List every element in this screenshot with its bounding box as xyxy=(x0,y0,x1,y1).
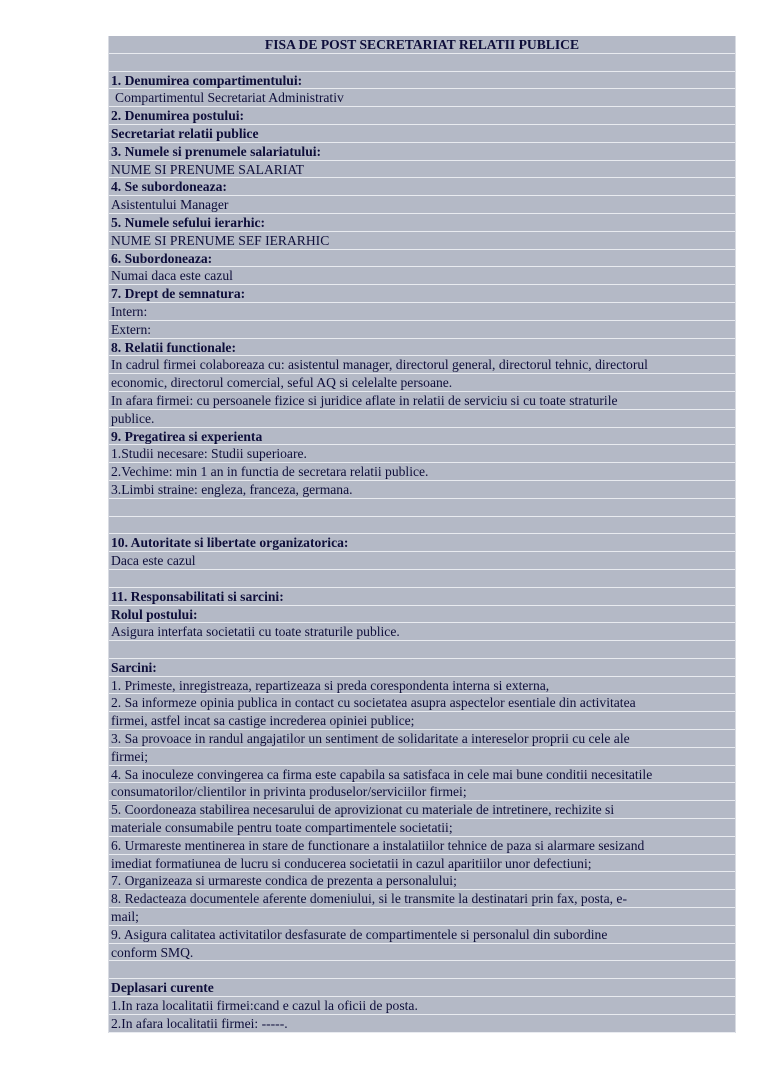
section-7-intern: Intern: xyxy=(109,303,735,321)
section-10-value: Daca este cazul xyxy=(109,552,735,570)
section-10-heading: 10. Autoritate si libertate organizatorica: xyxy=(109,534,735,552)
task-line: conform SMQ. xyxy=(109,944,735,962)
section-11-heading: 11. Responsabilitati si sarcini: xyxy=(109,588,735,606)
travel-item: 1.In raza localitatii firmei:cand e cazul la oficii de posta. xyxy=(109,997,735,1015)
section-8-line: economic, directorul comercial, seful AQ si celelalte persoane. xyxy=(109,374,735,392)
task-line: imediat formatiunea de lucru si conducerea societatii in cazul aparitiilor unor defectiuni; xyxy=(109,855,735,873)
task-line: firmei, astfel incat sa castige increderea opiniei publice; xyxy=(109,712,735,730)
task-line: 6. Urmareste mentinerea in stare de functionare a instalatiilor tehnice de paza si alarmare sesizand xyxy=(109,837,735,855)
travel-item: 2.In afara localitatii firmei: -----. xyxy=(109,1015,735,1033)
task-line: 5. Coordoneaza stabilirea necesarului de aprovizionat cu materiale de intretinere, rechizite si xyxy=(109,801,735,819)
section-9-item: 2.Vechime: min 1 an in functia de secretara relatii publice. xyxy=(109,463,735,481)
blank-row xyxy=(109,517,735,535)
section-7-heading: 7. Drept de semnatura: xyxy=(109,285,735,303)
blank-row xyxy=(109,570,735,588)
section-5-value: NUME SI PRENUME SEF IERARHIC xyxy=(109,232,735,250)
section-1-heading: 1. Denumirea compartimentului: xyxy=(109,72,735,90)
blank-row xyxy=(109,499,735,517)
section-5-heading: 5. Numele sefului ierarhic: xyxy=(109,214,735,232)
section-2-value: Secretariat relatii publice xyxy=(109,125,735,143)
blank-row xyxy=(109,54,735,72)
task-line: 8. Redacteaza documentele aferente domeniului, si le transmite la destinatari prin fax, posta, e- xyxy=(109,890,735,908)
task-line: mail; xyxy=(109,908,735,926)
section-6-heading: 6. Subordoneaza: xyxy=(109,250,735,268)
task-line: 9. Asigura calitatea activitatilor desfasurate de compartimentele si personalul din subordine xyxy=(109,926,735,944)
task-line: materiale consumabile pentru toate compartimentele societatii; xyxy=(109,819,735,837)
section-6-value: Numai daca este cazul xyxy=(109,267,735,285)
task-line: 4. Sa inoculeze convingerea ca firma este capabila sa satisfaca in cele mai bune conditii necesitatile xyxy=(109,766,735,784)
section-8-line: In afara firmei: cu persoanele fizice si juridice aflate in relatii de serviciu si cu toate straturile xyxy=(109,392,735,410)
section-3-heading: 3. Numele si prenumele salariatului: xyxy=(109,143,735,161)
task-line: 3. Sa provoace in randul angajatilor un sentiment de solidaritate a intereselor proprii cu cele ale xyxy=(109,730,735,748)
section-9-item: 3.Limbi straine: engleza, franceza, germana. xyxy=(109,481,735,499)
section-8-line: In cadrul firmei colaboreaza cu: asistentul manager, directorul general, directorul tehnic, directorul xyxy=(109,356,735,374)
role-value: Asigura interfata societatii cu toate straturile publice. xyxy=(109,623,735,641)
tasks-heading: Sarcini: xyxy=(109,659,735,677)
section-3-value: NUME SI PRENUME SALARIAT xyxy=(109,161,735,179)
task-line: consumatorilor/clientilor in privinta produselor/serviciilor firmei; xyxy=(109,783,735,801)
section-9-heading: 9. Pregatirea si experienta xyxy=(109,428,735,446)
task-line: 1. Primeste, inregistreaza, repartizeaza si preda corespondenta interna si externa, xyxy=(109,677,735,695)
section-1-value: Compartimentul Secretariat Administrativ xyxy=(109,89,735,107)
job-description-sheet xyxy=(108,36,736,1033)
section-7-extern: Extern: xyxy=(109,321,735,339)
section-4-value: Asistentului Manager xyxy=(109,196,735,214)
blank-row xyxy=(109,641,735,659)
task-line: 2. Sa informeze opinia publica in contact cu societatea asupra aspectelor esentiale din activitatea xyxy=(109,694,735,712)
document-title: FISA DE POST SECRETARIAT RELATII PUBLICE xyxy=(109,36,735,54)
section-8-heading: 8. Relatii functionale: xyxy=(109,339,735,357)
task-line: 7. Organizeaza si urmareste condica de prezenta a personalului; xyxy=(109,872,735,890)
role-heading: Rolul postului: xyxy=(109,606,735,624)
task-line: firmei; xyxy=(109,748,735,766)
section-9-item: 1.Studii necesare: Studii superioare. xyxy=(109,445,735,463)
section-4-heading: 4. Se subordoneaza: xyxy=(109,178,735,196)
blank-row xyxy=(109,961,735,979)
travel-heading: Deplasari curente xyxy=(109,979,735,997)
section-2-heading: 2. Denumirea postului: xyxy=(109,107,735,125)
section-8-line: publice. xyxy=(109,410,735,428)
